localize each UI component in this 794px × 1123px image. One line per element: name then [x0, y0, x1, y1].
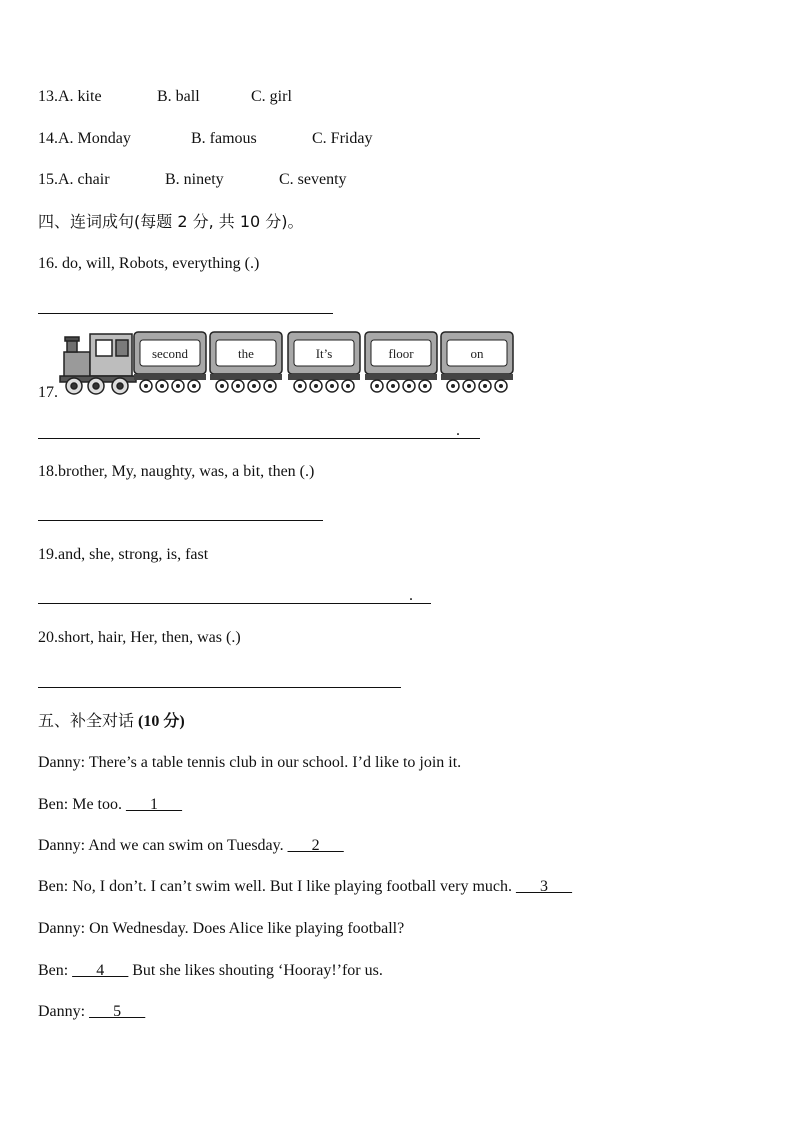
answer-line-18[interactable]: [38, 520, 323, 521]
blank-1[interactable]: ___1___: [126, 796, 182, 813]
blank-3[interactable]: ___3___: [516, 878, 572, 895]
question-19: 19.and, she, strong, is, fast: [38, 546, 209, 563]
train-car-1: [134, 332, 206, 392]
dialogue-text: Ben: Me too.: [38, 796, 126, 813]
period-19: .: [409, 587, 413, 604]
option-a: A. kite: [58, 88, 102, 105]
dialogue-line-5: [38, 919, 404, 939]
train-car-4: [365, 332, 437, 392]
dialogue-line-3: [38, 836, 344, 856]
option-c: C. Friday: [312, 130, 373, 147]
train-car-2: [210, 332, 282, 392]
dialogue-line-6: [38, 961, 383, 981]
train-car-3: [288, 332, 360, 392]
train-word-1: second: [151, 346, 189, 361]
train-word-2: the: [238, 346, 254, 361]
train-car-5: [441, 332, 513, 392]
dialogue-text: Danny: There’s a table tennis club in our school. I’d like to join it.: [38, 754, 462, 771]
section-5-score: (10 分): [138, 713, 185, 730]
option-c: C. girl: [251, 88, 292, 105]
option-a: A. Monday: [58, 130, 131, 147]
dialogue-text: Ben:: [38, 962, 73, 979]
blank-5[interactable]: ___5___: [89, 1003, 146, 1020]
option-a: A. chair: [58, 171, 110, 188]
blank-2[interactable]: ___2___: [287, 837, 344, 854]
dialogue-line-7: [38, 1002, 145, 1022]
question-20: 20.short, hair, Her, then, was (.): [38, 629, 241, 646]
section-4-heading: 四、连词成句(每题 2 分, 共 10 分)。: [38, 212, 304, 231]
dialogue-text: Ben: No, I don’t. I can’t swim well. But I like playing football very much.: [38, 878, 516, 895]
locomotive-icon: [60, 334, 136, 394]
answer-line-16[interactable]: [38, 313, 333, 314]
question-14: [38, 129, 373, 149]
option-c: C. seventy: [279, 171, 347, 188]
question-13: [38, 87, 292, 107]
question-number: 14.: [38, 130, 58, 147]
dialogue-line-1: [38, 753, 461, 773]
section-5-title: 五、补全对话: [38, 711, 135, 730]
train-word-4: floor: [388, 346, 414, 361]
dialogue-line-4: [38, 877, 572, 897]
dialogue-line-2: [38, 795, 182, 815]
dialogue-text-after: But she likes shouting ‘Hooray!’for us.: [128, 962, 383, 979]
option-b: B. ball: [157, 88, 200, 105]
train-word-3: It’s: [315, 346, 333, 361]
question-16: 16. do, will, Robots, everything (.): [38, 255, 260, 272]
question-17-number: 17.: [38, 384, 58, 401]
question-18: 18.brother, My, naughty, was, a bit, then (.): [38, 463, 315, 480]
answer-line-19[interactable]: [38, 603, 431, 604]
train-word-5: on: [470, 346, 484, 361]
word-train-image: [58, 328, 518, 396]
option-b: B. ninety: [165, 171, 224, 188]
dialogue-text: Danny: On Wednesday. Does Alice like playing football?: [38, 920, 405, 937]
answer-line-17[interactable]: [38, 438, 480, 439]
question-15: [38, 170, 347, 190]
blank-4[interactable]: ___4___: [72, 962, 129, 979]
option-b: B. famous: [191, 130, 257, 147]
dialogue-text: Danny: And we can swim on Tuesday.: [38, 837, 288, 854]
question-number: 15.: [38, 171, 58, 188]
dialogue-text: Danny:: [38, 1003, 90, 1020]
section-5-heading: [38, 711, 185, 732]
period-17: .: [456, 422, 460, 439]
question-number: 13.: [38, 88, 58, 105]
answer-line-20[interactable]: [38, 687, 401, 688]
